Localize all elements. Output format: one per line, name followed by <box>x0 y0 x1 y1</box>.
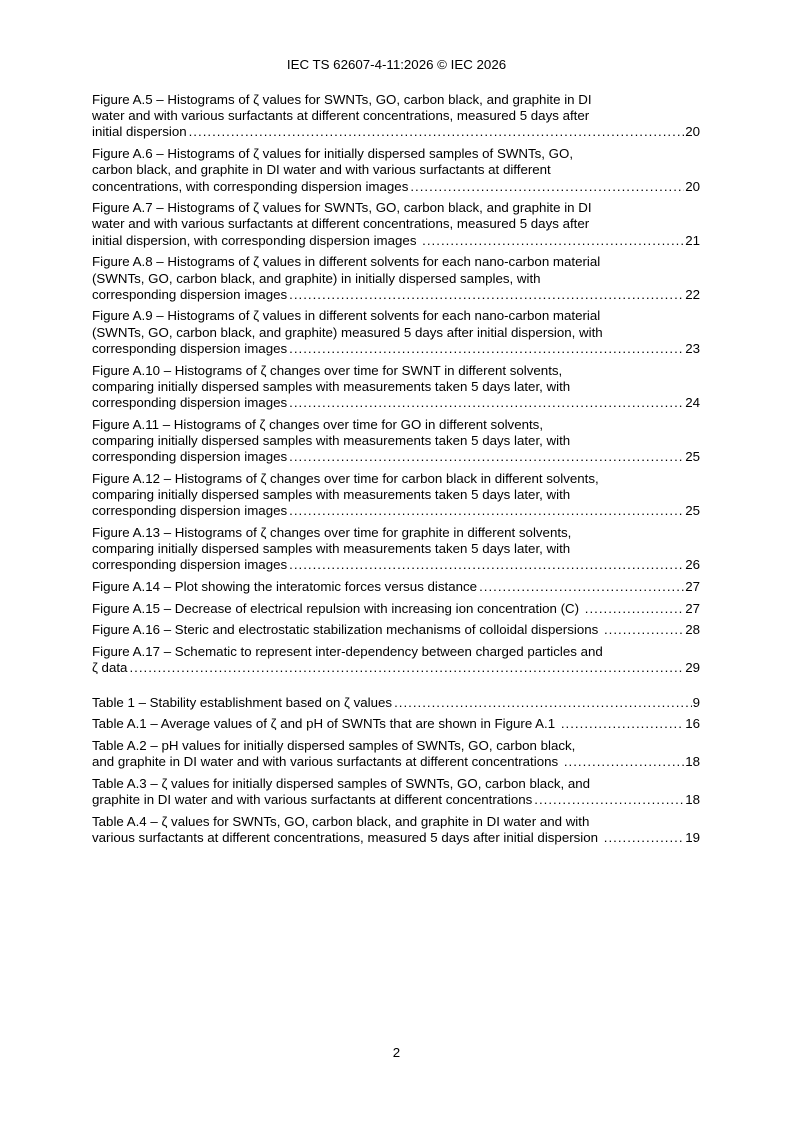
dot-leader <box>289 503 684 519</box>
toc-entry-text: Table 1 – Stability establishment based on ζ values <box>92 694 393 710</box>
toc-entry-line: carbon black, and graphite in DI water and with various surfactants at different <box>92 162 551 178</box>
toc-entry-figure-6[interactable] <box>92 417 700 466</box>
toc-entry-table-4[interactable] <box>92 814 700 846</box>
toc-entry-text: corresponding dispersion images <box>92 340 288 356</box>
page-number: 2 <box>392 1045 401 1060</box>
toc-page-ref: 23 <box>685 340 700 356</box>
toc-page-ref: 21 <box>685 232 700 248</box>
toc-entry-line: Figure A.9 – Histograms of ζ values in different solvents for each nano-carbon material <box>92 308 601 324</box>
toc-page-ref: 19 <box>685 829 700 845</box>
toc-entry-text: Table A.1 – Average values of ζ and pH of SWNTs that are shown in Figure A.1 <box>92 716 559 732</box>
toc-page-ref: 20 <box>685 178 700 194</box>
toc-entry-figure-7[interactable] <box>92 471 700 520</box>
toc-entry-line: Figure A.7 – Histograms of ζ values for SWNTs, GO, carbon black, and graphite in DI <box>92 200 592 216</box>
toc-entry-line <box>92 601 700 617</box>
toc-page-ref: 9 <box>692 694 700 710</box>
toc-entry-figure-11[interactable] <box>92 622 700 638</box>
dot-leader <box>129 660 684 676</box>
toc-entry-line: comparing initially dispersed samples with measurements taken 5 days later, with <box>92 432 571 448</box>
toc-entry-figure-2[interactable] <box>92 200 700 249</box>
toc-page-ref: 18 <box>685 792 700 808</box>
toc-entry-text: concentrations, with corresponding dispersion images <box>92 178 409 194</box>
toc-entry-figure-8[interactable] <box>92 525 700 574</box>
toc-entry-line <box>92 179 700 195</box>
dot-leader <box>479 579 684 595</box>
dot-leader <box>422 233 684 249</box>
toc-entry-text: initial dispersion <box>92 124 187 140</box>
toc-page-ref: 18 <box>685 754 700 770</box>
toc-figures-group <box>92 92 700 677</box>
toc-entry-line: water and with various surfactants at different concentrations, measured 5 days after <box>92 108 590 124</box>
toc-entry-line <box>92 579 700 595</box>
dot-leader <box>585 601 684 617</box>
toc-entry-table-2[interactable] <box>92 738 700 770</box>
toc-entry-figure-10[interactable] <box>92 601 700 617</box>
toc-entry-line <box>92 754 700 770</box>
toc-entry-line: comparing initially dispersed samples with measurements taken 5 days later, with <box>92 541 571 557</box>
toc-entry-text: Figure A.15 – Decrease of electrical repulsion with increasing ion concentration (C) <box>92 600 583 616</box>
toc-entry-line: Figure A.12 – Histograms of ζ changes over time for carbon black in different solvents, <box>92 470 599 486</box>
toc-entry-line <box>92 233 700 249</box>
dot-leader <box>289 341 684 357</box>
toc-page-ref: 24 <box>685 394 700 410</box>
dot-leader <box>289 395 684 411</box>
toc-entry-text: various surfactants at different concentrations, measured 5 days after initial dispersion <box>92 829 602 845</box>
page-footer <box>0 1045 793 1060</box>
toc-entry-line: (SWNTs, GO, carbon black, and graphite) measured 5 days after initial dispersion, with <box>92 324 603 340</box>
toc-entry-line <box>92 830 700 846</box>
toc-entry-line: Table A.2 – pH values for initially dispersed samples of SWNTs, GO, carbon black, <box>92 737 576 753</box>
toc-entry-line: Figure A.6 – Histograms of ζ values for initially dispersed samples of SWNTs, GO, <box>92 146 574 162</box>
toc-entry-figure-5[interactable] <box>92 363 700 412</box>
toc-page-ref: 25 <box>685 449 700 465</box>
toc-entry-figure-9[interactable] <box>92 579 700 595</box>
toc-entry-figure-4[interactable] <box>92 308 700 357</box>
toc-entry-text: corresponding dispersion images <box>92 449 288 465</box>
toc-entry-figure-12[interactable] <box>92 644 700 676</box>
toc-entry-text: ζ data <box>92 660 128 676</box>
toc-content <box>92 92 700 852</box>
toc-entry-text: initial dispersion, with corresponding dispersion images <box>92 232 421 248</box>
toc-entry-line: Figure A.13 – Histograms of ζ changes over time for graphite in different solvents, <box>92 524 572 540</box>
toc-entry-line <box>92 395 700 411</box>
toc-entry-line <box>92 622 700 638</box>
toc-page-ref: 26 <box>685 557 700 573</box>
toc-entry-line: Figure A.10 – Histograms of ζ changes over time for SWNT in different solvents, <box>92 362 563 378</box>
dot-leader <box>604 622 684 638</box>
page-header: IEC TS 62607-4-11:2026 © IEC 2026 <box>286 57 507 72</box>
toc-entry-line <box>92 695 700 711</box>
dot-leader <box>289 287 684 303</box>
toc-entry-text: and graphite in DI water and with various surfactants at different concentrations <box>92 754 562 770</box>
toc-page-ref: 22 <box>685 286 700 302</box>
toc-entry-line: Figure A.5 – Histograms of ζ values for SWNTs, GO, carbon black, and graphite in DI <box>92 92 592 107</box>
toc-page-ref: 29 <box>685 660 700 676</box>
toc-entry-line <box>92 449 700 465</box>
toc-entry-line: comparing initially dispersed samples with measurements taken 5 days later, with <box>92 486 571 502</box>
toc-entry-line: Table A.4 – ζ values for SWNTs, GO, carbon black, and graphite in DI water and with <box>92 813 590 829</box>
toc-entry-text: graphite in DI water and with various surfactants at different concentrations <box>92 792 533 808</box>
toc-entry-line: (SWNTs, GO, carbon black, and graphite) in initially dispersed samples, with <box>92 270 541 286</box>
dot-leader <box>394 695 692 711</box>
dot-leader <box>564 754 684 770</box>
dot-leader <box>289 449 684 465</box>
toc-page-ref: 27 <box>685 600 700 616</box>
toc-entry-line: comparing initially dispersed samples with measurements taken 5 days later, with <box>92 378 571 394</box>
toc-entry-text: corresponding dispersion images <box>92 557 288 573</box>
toc-entry-text: Figure A.16 – Steric and electrostatic stabilization mechanisms of colloidal dispersions <box>92 622 602 638</box>
toc-entry-line <box>92 792 700 808</box>
dot-leader <box>410 179 684 195</box>
toc-page-ref: 20 <box>685 124 700 140</box>
toc-entry-text: corresponding dispersion images <box>92 503 288 519</box>
toc-entry-line: Figure A.8 – Histograms of ζ values in different solvents for each nano-carbon material <box>92 254 601 270</box>
toc-entry-table-1[interactable] <box>92 716 700 732</box>
toc-page-ref: 25 <box>685 503 700 519</box>
toc-entry-text: corresponding dispersion images <box>92 394 288 410</box>
toc-page-ref: 28 <box>685 622 700 638</box>
toc-entry-line <box>92 341 700 357</box>
toc-entry-line: Figure A.11 – Histograms of ζ changes over time for GO in different solvents, <box>92 416 544 432</box>
dot-leader <box>189 124 685 140</box>
toc-entry-table-3[interactable] <box>92 776 700 808</box>
toc-entry-line: Table A.3 – ζ values for initially dispersed samples of SWNTs, GO, carbon black, and <box>92 775 591 791</box>
toc-entry-line <box>92 557 700 573</box>
toc-page-ref: 27 <box>685 578 700 594</box>
toc-entry-line <box>92 287 700 303</box>
toc-entry-line <box>92 660 700 676</box>
dot-leader <box>289 557 684 573</box>
toc-entry-line <box>92 124 700 140</box>
toc-entry-text: Figure A.14 – Plot showing the interatomic forces versus distance <box>92 578 478 594</box>
toc-entry-line: water and with various surfactants at different concentrations, measured 5 days after <box>92 216 590 232</box>
toc-entry-line <box>92 503 700 519</box>
dot-leader <box>534 792 684 808</box>
dot-leader <box>561 716 684 732</box>
toc-entry-line <box>92 716 700 732</box>
toc-entry-text: corresponding dispersion images <box>92 286 288 302</box>
toc-entry-line: Figure A.17 – Schematic to represent inter-dependency between charged particles and <box>92 644 603 660</box>
toc-tables-group <box>92 695 700 847</box>
toc-entry-figure-0[interactable] <box>92 92 700 141</box>
toc-entry-figure-1[interactable] <box>92 146 700 195</box>
toc-entry-table-0[interactable] <box>92 695 700 711</box>
toc-entry-figure-3[interactable] <box>92 254 700 303</box>
toc-page-ref: 16 <box>685 716 700 732</box>
dot-leader <box>604 830 684 846</box>
